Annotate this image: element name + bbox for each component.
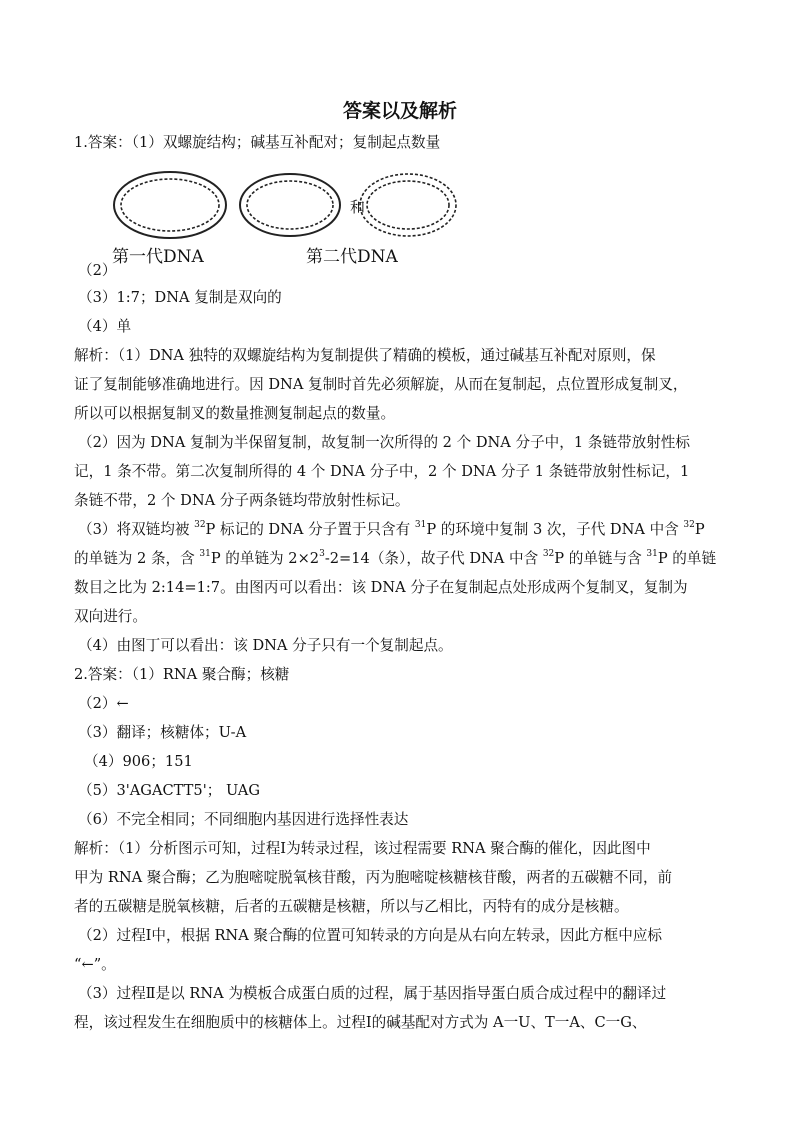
q1-analysis-line: 证了复制能够准确地进行。因 DNA 复制时首先必须解旋，从而在复制起，点位置形成复制叉， [74,376,688,393]
q2-analysis-line: （2）过程Ⅰ中，根据 RNA 聚合酶的位置可知转录的方向是从右向左转录，因此方框中应标 [78,927,663,944]
text-segment: -2=14（条），故子代 DNA 中含 [324,550,543,567]
first-gen-outer-strand [114,172,226,238]
first-gen-label: 第一代DNA [112,247,204,267]
first-gen-inner-strand [121,179,219,231]
second-gen-b-outer-strand [360,174,456,236]
q2-analysis-line: 程，该过程发生在细胞质中的核糖体上。过程Ⅰ的碱基配对方式为 A一U、T一A、C一G、 [74,1014,647,1031]
superscript: 32 [683,520,695,530]
text-segment: P 的单链 [657,550,717,567]
q1-analysis-3-line-1 [78,520,705,540]
superscript: 3 [319,549,325,559]
text-segment: 的单链为 2 条，含 [74,550,200,567]
q2-answer-line: （5）3'AGACTT5'； UAG [78,782,260,799]
superscript: 31 [646,549,658,559]
page-title: 答案以及解析 [342,100,457,122]
q2-answer-line: （2）← [78,695,129,712]
second-gen-b-inner-strand [367,181,449,229]
q1-part2-label: （2） [78,262,117,279]
text-segment: P 的单链与含 [554,550,647,567]
q2-answer-line: （4）906；151 [84,753,193,770]
second-gen-a-inner-strand [247,181,333,229]
q1-analysis-line: 解析：（1）DNA 独特的双螺旋结构为复制提供了精确的模板，通过碱基互补配对原则，保 [74,347,656,364]
text-segment: P 的单链为 2×2 [210,550,320,567]
superscript: 32 [542,549,555,559]
superscript: 31 [199,549,211,559]
text-segment: P [694,521,705,538]
q2-analysis-line: （3）过程Ⅱ是以 RNA 为模板合成蛋白质的过程，属于基因指导蛋白质合成过程中的翻译过 [78,985,667,1002]
q1-answer-4: （4）单 [78,318,132,335]
q1-analysis-3-line-3: 数目之比为 2:14=1:7。由图丙可以看出：该 DNA 分子在复制起点处形成两个复制叉，复制为 [74,579,688,596]
text-segment: P 标记的 DNA 分子置于只含有 [205,521,415,538]
figure-connector-label: 和 [350,198,366,216]
q1-analysis-3-line-2 [74,549,716,569]
superscript: 32 [194,520,206,530]
q1-analysis-3-line-4: 双向进行。 [74,608,147,625]
q2-answer-line: （3）翻译；核糖体；U-A [78,724,247,741]
q2-analysis-line: 者的五碳糖是脱氧核糖，后者的五碳糖是核糖，所以与乙相比，丙特有的成分是核糖。 [74,898,629,915]
q1-answer-3: （3）1:7；DNA 复制是双向的 [78,289,282,306]
text-segment: P 的环境中复制 3 次，子代 DNA 中含 [426,521,684,538]
second-gen-a-outer-strand [240,174,340,236]
q1-analysis-4: （4）由图丁可以看出：该 DNA 分子只有一个复制起点。 [78,637,453,654]
q1-analysis-line: 所以可以根据复制叉的数量推测复制起点的数量。 [74,405,396,422]
q1-analysis-line: 条链不带，2 个 DNA 分子两条链均带放射性标记。 [74,492,410,509]
q1-answer-1: 1.答案：（1）双螺旋结构；碱基互补配对；复制起点数量 [74,134,441,151]
text-segment: （3）将双链均被 [78,521,195,538]
q2-analysis-line: 解析：（1）分析图示可知，过程Ⅰ为转录过程，该过程需要 RNA 聚合酶的催化，因此图中 [74,840,651,857]
q2-answer-line: 2.答案：（1）RNA 聚合酶；核糖 [74,666,290,683]
q1-analysis-line: 记，1 条不带。第二次复制所得的 4 个 DNA 分子中，2 个 DNA 分子 1 条链带放射性标记，1 [74,463,690,480]
dna-replication-figure [110,165,470,275]
superscript: 31 [414,520,427,530]
q2-analysis-line: 甲为 RNA 聚合酶；乙为胞嘧啶脱氧核苷酸，丙为胞嘧啶核糖核苷酸，两者的五碳糖不同，前 [74,869,673,886]
q2-analysis-line: “←”。 [74,956,116,973]
second-gen-label: 第二代DNA [306,247,398,267]
q1-analysis-line: （2）因为 DNA 复制为半保留复制，故复制一次所得的 2 个 DNA 分子中，1 条链带放射性标 [78,434,690,451]
q2-answer-line: （6）不完全相同；不同细胞内基因进行选择性表达 [78,811,409,828]
